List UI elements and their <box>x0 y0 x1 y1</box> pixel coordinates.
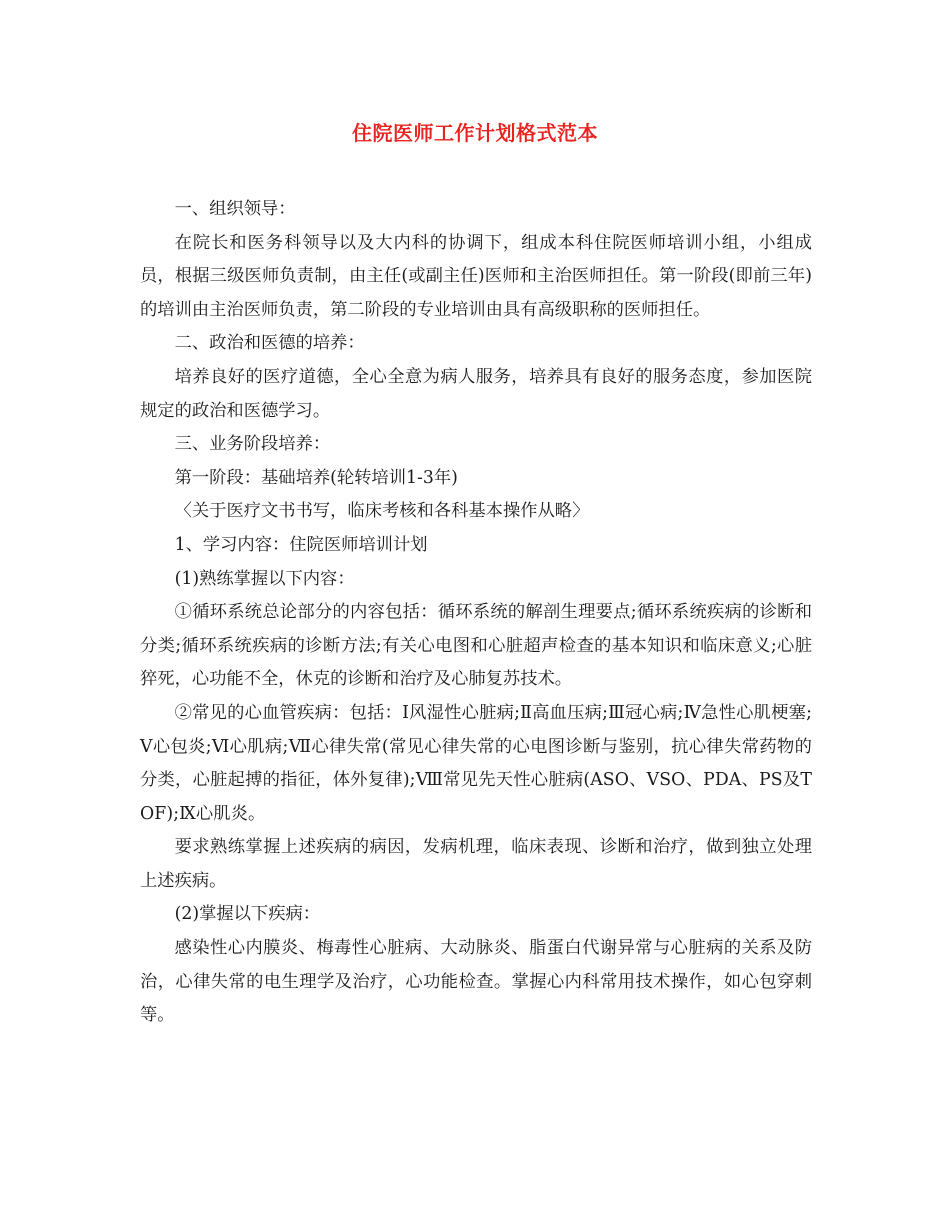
paragraph-grasp-heading: (2)掌握以下疾病： <box>174 904 321 925</box>
paragraph-note: 〈关于医疗文书书写，临床考核和各科基本操作从略〉 <box>174 501 590 522</box>
paragraph-stage-one: 第一阶段：基础培养(轮转培训1-3年) <box>174 467 458 488</box>
paragraph-study-content: 1、学习内容：住院医师培训计划 <box>174 534 428 555</box>
section-heading-organization: 一、组织领导： <box>174 199 296 219</box>
paragraph-requirements: 要求熟练掌握上述疾病的病因，发病机理，临床表现、诊断和治疗，做到独立处理上述疾病。 <box>140 837 812 891</box>
section-heading-ethics: 二、政治和医德的培养： <box>174 333 365 354</box>
paragraph-cardiovascular-diseases: ②常见的心血管疾病：包括：Ⅰ风湿性心脏病;Ⅱ高血压病;Ⅲ冠心病;Ⅳ急性心肌梗塞;Ⅴ心包炎;Ⅵ心肌病;Ⅶ心律失常(常见心律失常的心电图诊断与鉴别，抗心律失常药物的分类，心脏起搏的指征，体外复律);Ⅷ常见先天性心脏病(ASO、VSO、PDA、PS及TOF);Ⅸ心肌炎。 <box>140 702 812 824</box>
paragraph-grasp-diseases: 感染性心内膜炎、梅毒性心脏病、大动脉炎、脂蛋白代谢异常与心脏病的关系及防治，心律失常的电生理学及治疗，心功能检查。掌握心内科常用技术操作，如心包穿刺等。 <box>140 938 812 1026</box>
paragraph-organization: 在院长和医务科领导以及大内科的协调下，组成本科住院医师培训小组，小组成员，根据三级医师负责制，由主任(或副主任)医师和主治医师担任。第一阶段(即前三年)的培训由主治医师负责，第二阶段的专业培训由具有高级职称的医师担任。 <box>140 232 812 320</box>
paragraph-master-heading: (1)熟练掌握以下内容： <box>174 568 355 589</box>
document-title: 住院医师工作计划格式范本 <box>352 121 598 145</box>
section-heading-training-stages: 三、业务阶段培养： <box>174 434 331 455</box>
document-body <box>140 193 812 1033</box>
paragraph-ethics: 培养良好的医疗道德，全心全意为病人服务，培养具有良好的服务态度，参加医院规定的政治和医德学习。 <box>140 366 812 421</box>
paragraph-circulatory-system: ①循环系统总论部分的内容包括：循环系统的解剖生理要点;循环系统疾病的诊断和分类;循环系统疾病的诊断方法;有关心电图和心脏超声检查的基本知识和临床意义;心脏猝死，心功能不全，休克的诊断和治疗及心肺复苏技术。 <box>140 602 812 690</box>
